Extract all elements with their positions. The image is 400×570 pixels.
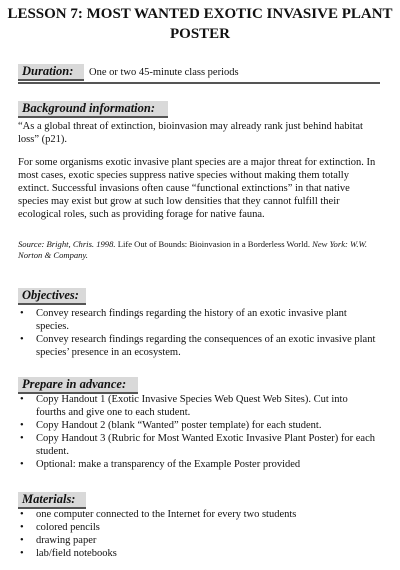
list-item: • Copy Handout 3 (Rubric for Most Wanted Exotic Invasive Plant Poster) for each student. xyxy=(18,432,380,458)
duration-value: One or two 45-minute class periods xyxy=(89,67,239,78)
list-item: • Copy Handout 1 (Exotic Invasive Species Web Quest Web Sites). Cut into fourths and give one to each student. xyxy=(18,393,380,419)
list-item: • Convey research findings regarding the history of an exotic invasive plant species. xyxy=(18,307,380,333)
background-paragraph: For some organisms exotic invasive plant species are a major threat for extinction. In most cases, exotic species suppress native species without making them totally extinct. Successful invasions often cause “functional extinctions” in that native species may exist but grow at such low densities that they cannot fulfill their ecological roles, such as providing forage for native fauna. xyxy=(18,157,376,220)
title-line-1: LESSON 7: MOST WANTED EXOTIC INVASIVE PLANT xyxy=(7,6,393,22)
objectives-header xyxy=(18,288,86,305)
source-citation xyxy=(18,239,380,261)
list-item: • lab/field notebooks xyxy=(18,547,380,560)
prepare-header xyxy=(18,377,138,394)
background-quote: “As a global threat of extinction, bioinvasion may already rank just behind habitat loss” (p21). xyxy=(18,121,363,145)
title-line-2: POSTER xyxy=(169,26,230,42)
duration-rule xyxy=(18,82,380,84)
objectives-label: Objectives: xyxy=(22,288,79,302)
materials-label: Materials: xyxy=(22,492,76,506)
source-suffix: New York: W.W. Norton & Company. xyxy=(18,239,368,260)
list-item: • one computer connected to the Internet for every two students xyxy=(18,508,380,521)
list-item: • drawing paper xyxy=(18,534,380,547)
list-item: • Optional: make a transparency of the Example Poster provided xyxy=(18,458,380,471)
materials-header xyxy=(18,492,86,509)
background-header xyxy=(18,101,168,118)
list-item: • Convey research findings regarding the consequences of an exotic invasive plant species’ presence in an ecosystem. xyxy=(18,333,380,359)
list-item: • colored pencils xyxy=(18,521,380,534)
prepare-label: Prepare in advance: xyxy=(22,377,127,391)
duration-header xyxy=(18,64,84,81)
prepare-list xyxy=(18,393,380,471)
duration-label: Duration: xyxy=(22,64,74,78)
materials-list xyxy=(18,508,380,560)
source-prefix: Source: Bright, Chris. 1998. xyxy=(18,239,116,249)
objectives-list xyxy=(18,307,380,359)
list-item: • Copy Handout 2 (blank “Wanted” poster template) for each student. xyxy=(18,419,380,432)
page-title xyxy=(0,4,400,44)
source-title: Life Out of Bounds: Bioinvasion in a Borderless World. xyxy=(117,239,310,249)
background-label: Background information: xyxy=(22,101,156,115)
